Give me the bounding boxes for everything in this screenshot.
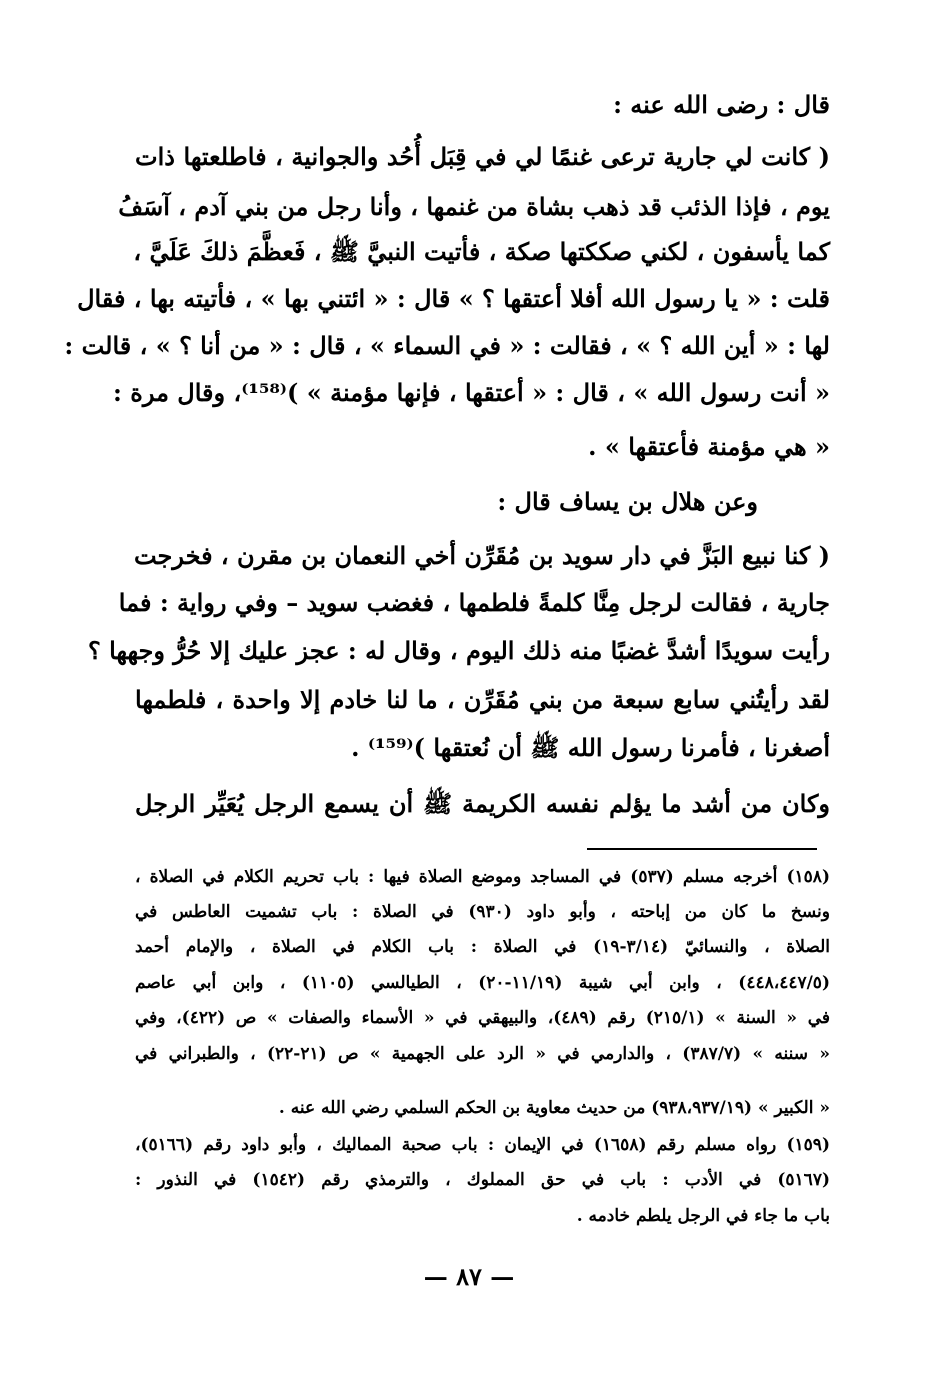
footnote-line: (١٥٩) رواه مسلم رقم (١٦٥٨) في الإيمان : باب صحبة المماليك ، وأبو داود رقم (٥١٦٦)، bbox=[135, 1135, 830, 1155]
footnote-line: « سننه » (٣٨٧/٧) ، والدارمي في « الرد على الجهمية » ص (٢١-٢٢) ، والطبراني في bbox=[135, 1044, 830, 1064]
body-line: لها : « أين الله ؟ » ، فقالت : « في السماء » ، قال : « من أنا ؟ » ، قالت : bbox=[64, 331, 830, 360]
footnote-line: ونسخ ما كان من إباحته ، وأبو داود (٩٣٠) في الصلاة : باب تشميت العاطس في bbox=[135, 902, 830, 922]
body-line: « هي مؤمنة فأعتقها » . bbox=[588, 432, 830, 461]
body-line: ( كنا نبيع البَزَّ في دار سويد بن مُقَرِّن أخي النعمان بن مقرن ، فخرجت bbox=[133, 541, 830, 570]
footnote-line: (١٥٨) أخرجه مسلم (٥٣٧) في المساجد وموضع الصلاة فيها : باب تحريم الكلام في الصلاة ، bbox=[135, 867, 830, 887]
body-line: جارية ، فقالت لرجل مِنَّا كلمةً فلطمها ، فغضب سويد – وفي رواية : فما bbox=[118, 588, 830, 617]
footnote-line: « الكبير » (٩٣٨،٩٣٧/١٩) من حديث معاوية بن الحكم السلمي رضي الله عنه . bbox=[278, 1098, 830, 1118]
footnote-line: في « السنة » (٢١٥/١) رقم (٤٨٩)، والبيهقي في « الأسماء والصفات » ص (٤٢٢)، وفي bbox=[135, 1008, 830, 1028]
body-line: يوم ، فإذا الذئب قد ذهب بشاة من غنمها ، وأنا رجل من بني آدم ، آسَفُ bbox=[118, 192, 830, 221]
footnote-line: (٤٤٨،٤٤٧/٥) ، وابن أبي شيبة (١١/١٩-٢٠) ، الطيالسي (١١٠٥) ، وابن أبي عاصم bbox=[135, 973, 830, 993]
footnote-line: باب ما جاء في الرجل يلطم خادمه . bbox=[576, 1206, 830, 1226]
body-line: أصغرنا ، فأمرنا رسول الله ﷺ أن نُعتقها )⁽¹⁵⁹⁾ . bbox=[351, 733, 830, 762]
footnote-line: (٥١٦٧) في الأدب : باب في حق المملوك ، والترمذي رقم (١٥٤٢) في النذور : bbox=[135, 1170, 830, 1190]
footnote-separator bbox=[587, 848, 817, 850]
body-line: « أنت رسول الله » ، قال : « أعتقها ، فإنها مؤمنة » )⁽¹⁵⁸⁾، وقال مرة : bbox=[113, 378, 830, 407]
page-number: — ٨٧ — bbox=[423, 1262, 515, 1291]
body-line: كما يأسفون ، لكني صككتها صكة ، فأتيت النبيَّ ﷺ ، فَعظَّمَ ذلكَ عَلَيَّ ، bbox=[133, 237, 830, 266]
body-line: لقد رأيتُني سابع سبعة من بني مُقَرِّن ، ما لنا خادم إلا واحدة ، فلطمها bbox=[135, 685, 830, 714]
body-line: ( كانت لي جارية ترعى غنمًا لي في قِبَل أُحُد والجوانية ، فاطلعتها ذات bbox=[135, 142, 830, 171]
body-line: قلت : « يا رسول الله أفلا أعتقها ؟ » قال : « ائتني بها » ، فأتيته بها ، فقال bbox=[77, 284, 830, 313]
footnote-line: الصلاة ، والنسائيّ (٣/١٤-١٩) في الصلاة : باب الكلام في الصلاة ، والإمام أحمد bbox=[135, 937, 830, 957]
body-line: وكان من أشد ما يؤلم نفسه الكريمة ﷺ أن يسمع الرجل يُعَيِّر الرجل bbox=[135, 789, 830, 818]
body-line: رأيت سويدًا أشدَّ غضبًا منه ذلك اليوم ، وقال له : عجز عليك إلا حُرُّ وجهها ؟ bbox=[87, 636, 830, 665]
body-line: وعن هلال بن يساف قال : bbox=[497, 487, 758, 516]
body-line: قال : رضى الله عنه : bbox=[613, 90, 830, 119]
